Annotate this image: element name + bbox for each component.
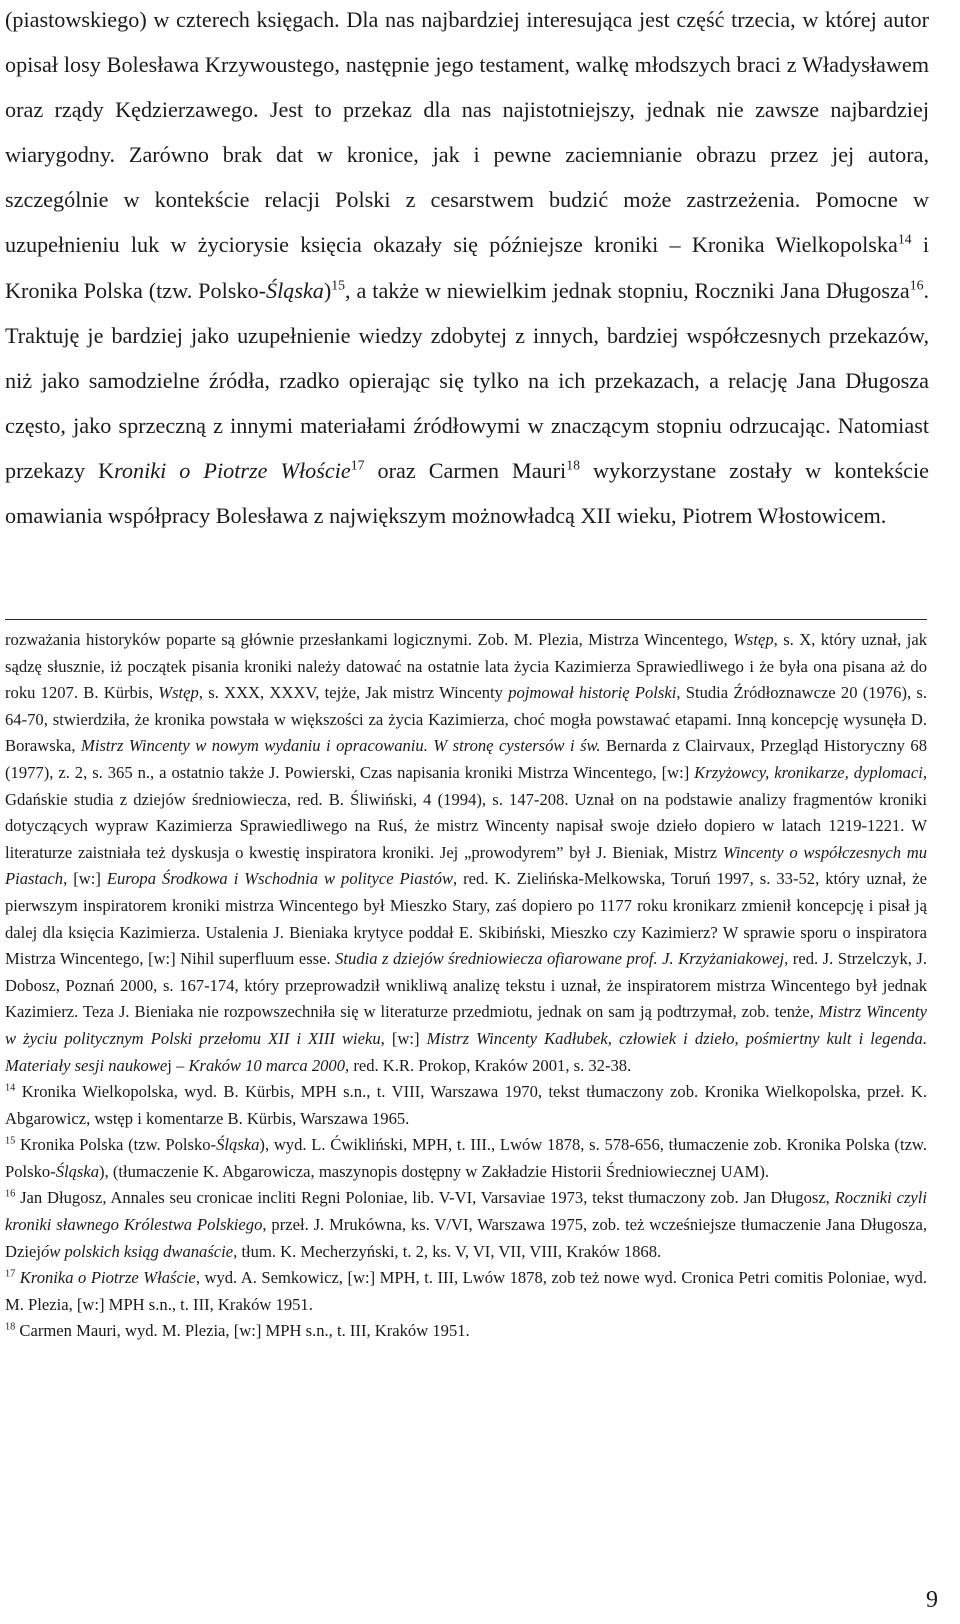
- main-text: , a także w niewielkim jednak stopniu, Roczniki Jana Długosza: [345, 277, 910, 303]
- footnote-14: [5, 1079, 927, 1132]
- footnote-text: Bernarda z Clairvaux, Przegląd Historyczny 68 (1977), z. 2, s. 365 n., a ostatnio także J. Powierski, Czas napisania kroniki Mistrza Wincentego, [w:]: [5, 736, 928, 782]
- footnote-number: 14: [5, 1082, 16, 1094]
- main-text: wykorzystane zostały w kontekście omawiania współpracy Bolesława z największym możnowładcą XII wieku, Piotrem Włostowicem.: [5, 457, 929, 529]
- footnote-text: , tłum. K. Mecherzyński, t. 2, ks. V, VI, VII, VIII, Kraków 1868.: [233, 1241, 662, 1261]
- footnote-text: Kronika Wielkopolska, wyd. B. Kürbis, MPH s.n., t. VIII, Warszawa 1970, tekst tłumaczony zob. Kronika Wielkopolska, przeł. K. Abgarowicz, wstęp i komentarze B. Kürbis, Warszawa 1965.: [5, 1082, 927, 1128]
- footnote-text: , wyd. A. Semkowicz, [w:] MPH, t. III, Lwów 1878, zob też nowe wyd. Cronica Petri comitis Poloniae, wyd. M. Plezia, [w:] MPH s.n., t. III, Kraków 1951.: [5, 1268, 927, 1314]
- footnote-text-italic: Śląska: [55, 1161, 100, 1181]
- main-text: ): [323, 277, 332, 303]
- footnote-text: , przeł. J. Mrukówna, ks. V/VI, Warszawa 1975, zob. też wcześniejsze tłumaczenie Jana Długosza, Dziej: [5, 1215, 927, 1261]
- footnote-text-italic: Kraków 10 marca 2000: [188, 1055, 346, 1075]
- document-page: [5, 0, 929, 541]
- footnote-text: , [w:]: [63, 869, 107, 889]
- footnote-text-italic: Mistrz Wincenty w życiu politycznym Polski przełomu XII i XIII wieku: [5, 1002, 927, 1048]
- footnote-ref-18[interactable]: 18: [566, 457, 580, 473]
- footnote-text-italic: Studia z dziejów średniowiecza ofiarowane prof. J. Krzyżaniakowej,: [335, 949, 789, 969]
- footnote-text: rozważania historyków poparte są głównie przesłankami logicznymi. Zob. M. Plezia, Mistrza Wincentego,: [5, 630, 734, 649]
- footnote-text-italic: Wincenty o współczesnych mu Piastach: [5, 842, 928, 889]
- footnote-text: , s. XXX, XXXV, tejże, Jak mistrz Wincenty: [198, 683, 509, 703]
- footnote-text: , Studia Źródłoznawcze 20 (1976), s. 64-70, stwierdziła, że kronika powstała w większości za życia Kazimierza, choć mogła powstawać etapami. Inną koncepcję wysunęła D. Borawska,: [5, 683, 928, 756]
- footnote-17: [5, 1265, 927, 1318]
- footnotes: [5, 627, 927, 1345]
- main-text: (piastowskiego) w czterech księgach. Dla nas najbardziej interesująca jest część trzecia, w której autor opisał losy Bolesława Krzywoustego, następnie jego testament, walkę młodszych braci z Władysławem oraz rządy Kędzierzawego. Jest to przekaz dla nas najistotniejszy, jednak nie zawsze najbardziej wiarygodny. Zarówno brak dat w kronice, jak i pewne zaciemnianie obrazu przez jej autora, szczególnie w kontekście relacji Polski z cesarstwem budzić może zastrzeżenia. Pomocne w uzupełnieniu luk w życiorysie księcia okazały się późniejsze kroniki – Kronika Wielkopolska: [5, 7, 929, 258]
- footnote-text: Kronika Polska (tzw. Polsko-: [15, 1135, 217, 1155]
- page-number: 9: [926, 1587, 938, 1613]
- footnote-number: 18: [5, 1322, 16, 1334]
- footnote-text-italic: Wstęp: [158, 683, 199, 703]
- main-text-italic: roniki o Piotrze Włoście: [114, 457, 351, 483]
- footnote-ref-16[interactable]: 16: [909, 277, 924, 293]
- footnote-text: , red. K.R. Prokop, Kraków 2001, s. 32-38.: [345, 1055, 632, 1075]
- footnote-separator: [5, 619, 927, 620]
- footnote-text-italic: Mistrz Wincenty Kadłubek, człowiek i dzieło, pośmiertny kult i legenda. Materiały sesji naukowe: [5, 1028, 927, 1075]
- footnote-ref-15[interactable]: 15: [331, 277, 346, 293]
- footnote-text-italic: Śląska: [216, 1135, 260, 1155]
- main-text: i Kronika Polska (tzw. Polsko-: [5, 232, 929, 303]
- footnote-text: Jan Długosz, Annales seu cronicae incliti Regni Poloniae, lib. V-VI, Varsaviae 1973, tekst tłumaczony zob. Jan Długosz,: [15, 1188, 835, 1208]
- footnote-number: 16: [5, 1189, 16, 1201]
- footnote-13-continued: [5, 627, 927, 1079]
- footnote-text: , red. K. Zielińska-Melkowska, Toruń 1997, s. 33-52, który uznał, że pierwszym inspiratorem kroniki mistrza Wincentego był Mieszko Stary, zaś dopiero po 1177 roku kronikarz zmienił koncepcję i pisał ją dalej dla księcia Kazimierza. Ustalenia J. Bieniaka krytyce poddał E. Skibiński, Mieszko czy Kazimierz? W sprawie sporu o inspiratora Mistrza Wincentego, [w:] Nihil superfluum esse.: [5, 869, 927, 969]
- footnote-ref-17[interactable]: 17: [350, 457, 365, 473]
- footnote-text: , [w:]: [380, 1028, 427, 1048]
- footnote-18: [5, 1318, 927, 1345]
- footnote-text-italic: Roczniki czyli kroniki sławnego Królestwa Polskiego: [5, 1188, 927, 1235]
- main-text-italic: Śląska: [265, 277, 324, 303]
- footnote-text: Carmen Mauri, wyd. M. Plezia, [w:] MPH s.n., t. III, Kraków 1951.: [15, 1321, 470, 1341]
- main-paragraph: [5, 0, 929, 538]
- main-text: oraz Carmen Mauri: [364, 457, 567, 483]
- footnote-text-italic: Kronika o Piotrze Właście: [19, 1268, 196, 1288]
- footnote-number: 17: [5, 1268, 16, 1280]
- footnote-text: ), wyd. L. Ćwikliński, MPH, t. III., Lwów 1878, s. 578-656, tłumaczenie zob. Kronika Polska (tzw. Polsko-: [5, 1135, 927, 1181]
- footnote-text-italic: Mistrz Wincenty w nowym wydaniu i opracowaniu. W stronę cystersów i św.: [81, 736, 601, 756]
- footnote-text: , s. X, który uznał, jak sądzę słusznie, iż początek pisania kroniki należy datować na ostatnie lata życia Kazimierza Sprawiedliwego i że była ona pisana aż do roku 1207. B. Kürbis,: [5, 630, 928, 703]
- footnote-text: ), (tłumaczenie K. Abgarowicza, maszynopis dostępny w Zakładzie Historii Średniowiecznej UAM).: [99, 1161, 770, 1181]
- footnote-15: [5, 1132, 927, 1185]
- footnote-ref-14[interactable]: 14: [897, 231, 912, 247]
- footnote-number: 15: [5, 1135, 16, 1147]
- footnote-text-italic: Wstęp: [733, 630, 774, 649]
- footnote-text-italic: Krzyżowcy, kronikarze, dyplomaci: [694, 762, 923, 782]
- footnote-text: red. J. Strzelczyk, J. Dobosz, Poznań 2000, s. 167-174, który przeprowadził wnikliwą analizę tekstu i uznał, że inspiratorem mistrza Wincentego był jednak Kazimierz. Teza J. Bieniaka nie rozpowszechniła się w literaturze przedmiotu, jednak on sam ją podtrzymał, zob. tenże,: [5, 949, 928, 1022]
- footnote-text-italic: ów polskich ksiąg dwanaście: [40, 1241, 234, 1261]
- main-text: . Traktuję je bardziej jako uzupełnienie wiedzy zdobytej z innych, bardziej współczesnych przekazów, niż jako samodzielne źródła, rzadko opierając się tylko na ich przekazach, a relację Jana Długosza często, jako sprzeczną z innymi materiałami źródłowymi w znaczącym stopniu odrzucając. Natomiast przekazy K: [5, 277, 929, 483]
- footnote-text-italic: pojmował historię Polski: [508, 683, 677, 703]
- footnote-16: [5, 1185, 927, 1265]
- footnote-text: , Gdańskie studia z dziejów średniowiecza, red. B. Śliwiński, 4 (1994), s. 147-208. Uznał on na podstawie analizy fragmentów kroniki dotyczących wypraw Kazimierza Sprawiedliwego na Ruś, że mistrz Wincenty napisał swoje dzieło dopiero w latach 1219-1221. W literaturze zaistniała też dyskusja o kwestię inspiratora kroniki. Jej „prowodyrem” był J. Bieniak, Mistrz: [5, 762, 927, 862]
- footnote-text: j –: [167, 1055, 189, 1075]
- footnote-text-italic: Europa Środkowa i Wschodnia w polityce Piastów: [106, 869, 454, 889]
